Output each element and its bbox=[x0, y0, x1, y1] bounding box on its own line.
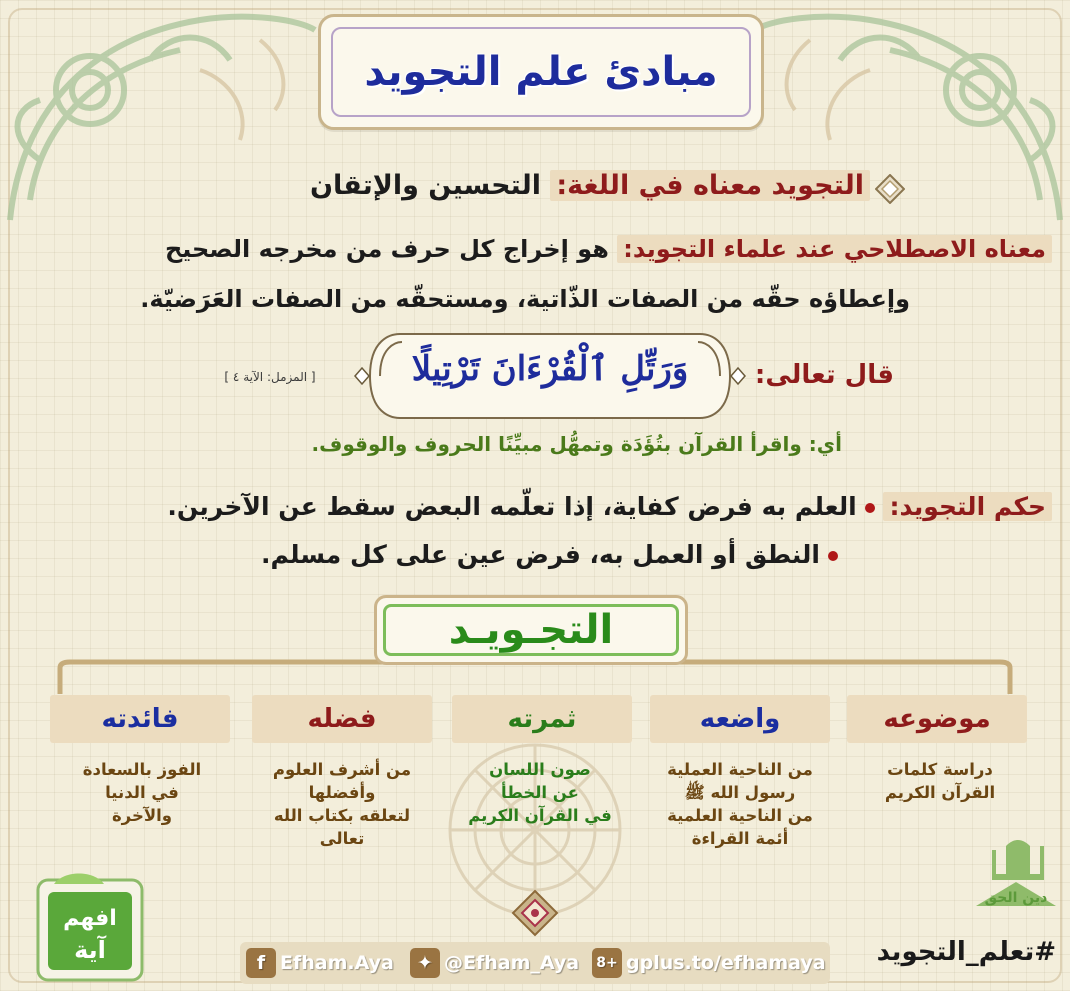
ayah-reference: [ المزمل: الآية ٤ ] bbox=[224, 370, 316, 384]
corner-ornament-left-icon bbox=[0, 0, 320, 230]
istilah-value-1: هو إخراج كل حرف من مخرجه الصحيح bbox=[164, 235, 609, 263]
column-line: أئمة القراءة bbox=[691, 829, 789, 848]
gplus-link[interactable] bbox=[592, 948, 826, 978]
heading-text: فائدته bbox=[101, 704, 179, 734]
facebook-icon: f bbox=[246, 948, 276, 978]
column-line: رسول الله ﷺ bbox=[684, 783, 796, 802]
hukm-line-1 bbox=[167, 492, 1052, 521]
hukm-line-2 bbox=[261, 540, 838, 569]
tajweed-root-box bbox=[374, 595, 688, 665]
column-line: القرآن الكريم bbox=[884, 783, 996, 802]
istilah-line-1 bbox=[165, 235, 1052, 263]
quran-ayah: وَرَتِّلِ ٱلْقُرْءَانَ تَرْتِيلًا bbox=[411, 349, 689, 389]
facebook-handle: Efham.Aya bbox=[280, 952, 394, 974]
efham-aya-logo-icon bbox=[34, 870, 146, 984]
bullet-icon bbox=[828, 551, 838, 561]
column-heading-faidatuh bbox=[50, 695, 230, 743]
column-line: وأفضلها bbox=[308, 783, 376, 802]
istilah-value-2: وإعطاؤه حقّه من الصفات الذّاتية، ومستحقّه من الصفات العَرَضيّة. bbox=[140, 285, 910, 313]
verse-explanation-text: أي: واقرأ القرآن بتُؤَدَة وتمهُّل مبيِّنًا الحروف والوقوف. bbox=[311, 432, 842, 456]
facebook-link[interactable] bbox=[246, 948, 394, 978]
column-heading-fadluh bbox=[252, 695, 432, 743]
page-title: مبادئ علم التجويد bbox=[364, 49, 718, 95]
hashtag[interactable]: #تعلم_التجويد bbox=[876, 937, 1056, 967]
deen-alhaq-logo-icon bbox=[966, 836, 1062, 916]
verse-intro bbox=[755, 360, 894, 390]
column-line: من الناحية العلمية bbox=[667, 806, 813, 825]
column-line: صون اللسان bbox=[489, 760, 591, 779]
column-line: الفوز بالسعادة bbox=[82, 760, 202, 779]
diamond-bullet-icon bbox=[875, 174, 905, 204]
bullet-icon bbox=[865, 503, 875, 513]
tajweed-root-label: التجـويـد bbox=[448, 607, 614, 653]
verse-explanation bbox=[312, 432, 843, 456]
column-heading-mawduuh bbox=[847, 695, 1027, 743]
column-body-thamaratuh bbox=[440, 758, 640, 827]
verse-intro-text: قال تعالى: bbox=[754, 360, 894, 390]
lughah-label: التجويد معناه في اللغة: bbox=[550, 170, 870, 201]
efham-logo-text-1: افهم bbox=[63, 906, 117, 931]
istilah-line-2 bbox=[140, 285, 910, 313]
column-line: لتعلقه بكتاب الله bbox=[273, 806, 411, 825]
column-heading-wadiuh bbox=[650, 695, 830, 743]
hukm-point-2: النطق أو العمل به، فرض عين على كل مسلم. bbox=[261, 540, 820, 569]
heading-text: فضله bbox=[307, 704, 377, 734]
footer-ornament-icon bbox=[510, 888, 560, 938]
heading-text: واضعه bbox=[699, 704, 781, 734]
column-line: عن الخطأ bbox=[501, 783, 579, 802]
heading-text: موضوعه bbox=[883, 704, 991, 734]
column-line: في القرآن الكريم bbox=[468, 806, 612, 825]
tajweed-root-inner bbox=[383, 604, 679, 656]
title-plaque-inner bbox=[331, 27, 751, 117]
column-line: من الناحية العملية bbox=[667, 760, 813, 779]
column-body-mawduuh bbox=[840, 758, 1040, 804]
twitter-icon: ✦ bbox=[410, 948, 440, 978]
column-heading-thamaratuh bbox=[452, 695, 632, 743]
gplus-icon: 8+ bbox=[592, 948, 622, 978]
column-line: دراسة كلمات bbox=[887, 760, 993, 779]
deen-logo-text: دين الحق bbox=[984, 890, 1048, 906]
column-body-faidatuh bbox=[42, 758, 242, 827]
istilah-label: معناه الاصطلاحي عند علماء التجويد: bbox=[617, 235, 1052, 263]
column-line: والآخرة bbox=[111, 806, 173, 825]
column-line: من أشرف العلوم bbox=[272, 760, 412, 779]
column-body-fadluh bbox=[242, 758, 442, 850]
hukm-label: حكم التجويد: bbox=[883, 492, 1052, 521]
twitter-link[interactable] bbox=[410, 948, 579, 978]
title-plaque bbox=[318, 14, 764, 130]
lughah-value: التحسين والإتقان bbox=[310, 170, 541, 201]
efham-logo-text-2: آية bbox=[74, 936, 106, 964]
lughah-line bbox=[310, 170, 870, 201]
heading-text: ثمرته bbox=[507, 704, 577, 734]
column-line: في الدنيا bbox=[105, 783, 179, 802]
twitter-handle: @Efham_Aya bbox=[444, 952, 580, 974]
gplus-url: gplus.to/efhamaya bbox=[626, 952, 826, 974]
hukm-point-1: العلم به فرض كفاية، إذا تعلّمه البعض سقط عن الآخرين. bbox=[167, 492, 857, 521]
column-line: تعالى bbox=[319, 829, 365, 848]
column-body-wadiuh bbox=[640, 758, 840, 850]
